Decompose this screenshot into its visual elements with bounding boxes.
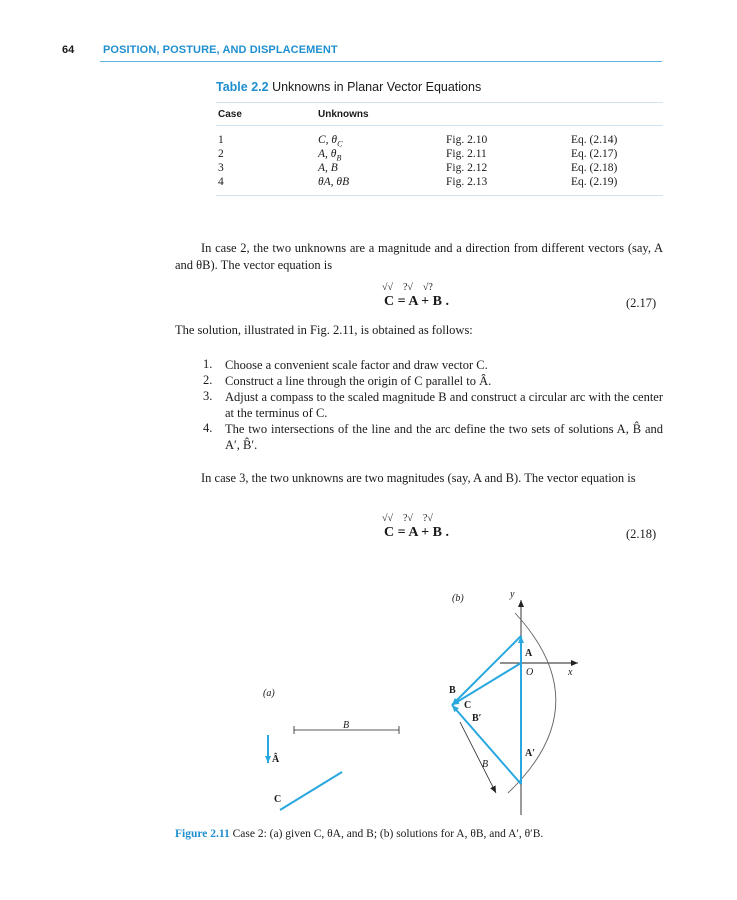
- equation-218: C = A + B .: [384, 525, 449, 540]
- table-cell-eq: Eq. (2.18): [571, 162, 618, 174]
- label-c-given: C: [274, 794, 282, 805]
- list-item-number: 3.: [203, 389, 213, 403]
- table-cell-fig: Fig. 2.10: [446, 134, 488, 146]
- equation-218-marks: √√ ?√ ?√: [382, 513, 433, 524]
- solution-vector-b: [452, 636, 521, 705]
- figure-caption-label: Figure 2.11: [175, 828, 230, 840]
- label-solution-b-prime: B′: [472, 713, 482, 724]
- vector-c-given: [280, 772, 342, 810]
- table-cell-case: 2: [218, 148, 224, 160]
- table-cell-unknowns: θA, θB: [318, 176, 350, 188]
- table-caption-label: Table 2.2: [216, 80, 269, 94]
- list-item: Construct a line through the origin of C parallel to Â.: [225, 374, 492, 388]
- list-item-number: 1.: [203, 357, 213, 371]
- list-item: The two intersections of the line and the arc define the two sets of solutions A, B̂ and A′, B̂′.: [225, 422, 663, 452]
- table-cell-case: 3: [218, 162, 224, 174]
- label-arc-b: B: [482, 759, 489, 770]
- label-solution-a: A: [525, 648, 533, 659]
- table-caption-text: Unknowns in Planar Vector Equations: [272, 80, 482, 94]
- label-solution-b: B: [449, 685, 456, 696]
- table-cell-eq: Eq. (2.17): [571, 148, 618, 160]
- label-solution-c: C: [464, 700, 472, 711]
- label-length-b: B: [343, 720, 350, 731]
- figure-caption-text: Case 2: (a) given C, θA, and B; (b) solutions for A, θB, and A′, θ′B.: [232, 828, 544, 840]
- paragraph-case-3: In case 3, the two unknowns are two magnitudes (say, A and B). The vector equation is: [201, 471, 636, 485]
- list-item-number: 2.: [203, 373, 213, 387]
- list-item: Adjust a compass to the scaled magnitude B and construct a circular arc with the center at the terminus of C.: [225, 390, 663, 420]
- table-cell-fig: Fig. 2.12: [446, 162, 488, 174]
- equation-218-number: (2.18): [626, 527, 657, 541]
- list-item-number: 4.: [203, 421, 213, 435]
- running-title: POSITION, POSTURE, AND DISPLACEMENT: [103, 44, 338, 56]
- label-origin: O: [526, 667, 534, 678]
- label-y-axis: y: [510, 589, 515, 600]
- table-cell-fig: Fig. 2.11: [446, 148, 487, 160]
- solution-vector-b-prime: [452, 705, 521, 784]
- table-cell-unknowns: A, $\theta_B$: [318, 148, 342, 163]
- paragraph-solution-intro: The solution, illustrated in Fig. 2.11, is obtained as follows:: [175, 323, 473, 337]
- radius-b-line: [460, 722, 496, 793]
- label-solution-a-prime: A′: [525, 748, 536, 759]
- table-cell-unknowns: A, B: [318, 162, 338, 174]
- label-x-axis: x: [568, 667, 573, 678]
- label-a-hat: Â: [272, 754, 280, 765]
- table-cell-eq: Eq. (2.19): [571, 176, 618, 188]
- table-header-case: Case: [218, 109, 242, 120]
- equation-217-number: (2.17): [626, 296, 657, 310]
- equation-217: C = A + B .: [384, 294, 449, 309]
- compass-arc: [508, 613, 556, 793]
- figure-caption: [175, 828, 543, 840]
- table-cell-unknowns: C, $\theta_C$: [318, 134, 343, 149]
- table-header-unknowns: Unknowns: [318, 109, 369, 120]
- table-cell-eq: Eq. (2.14): [571, 134, 618, 146]
- paragraph-case-2: In case 2, the two unknowns are a magnitude and a direction from different vectors (say, A and θB). The vector equation is: [175, 241, 663, 272]
- table-cell-case: 4: [218, 176, 224, 188]
- figure-label-a: (a): [263, 688, 275, 699]
- table-cell-case: 1: [218, 134, 224, 146]
- list-item: Choose a convenient scale factor and draw vector C.: [225, 358, 488, 372]
- equation-217-marks: √√ ?√ √?: [382, 282, 433, 293]
- figure-label-b: (b): [452, 593, 464, 604]
- page-number: 64: [62, 44, 75, 56]
- table-cell-fig: Fig. 2.13: [446, 176, 488, 188]
